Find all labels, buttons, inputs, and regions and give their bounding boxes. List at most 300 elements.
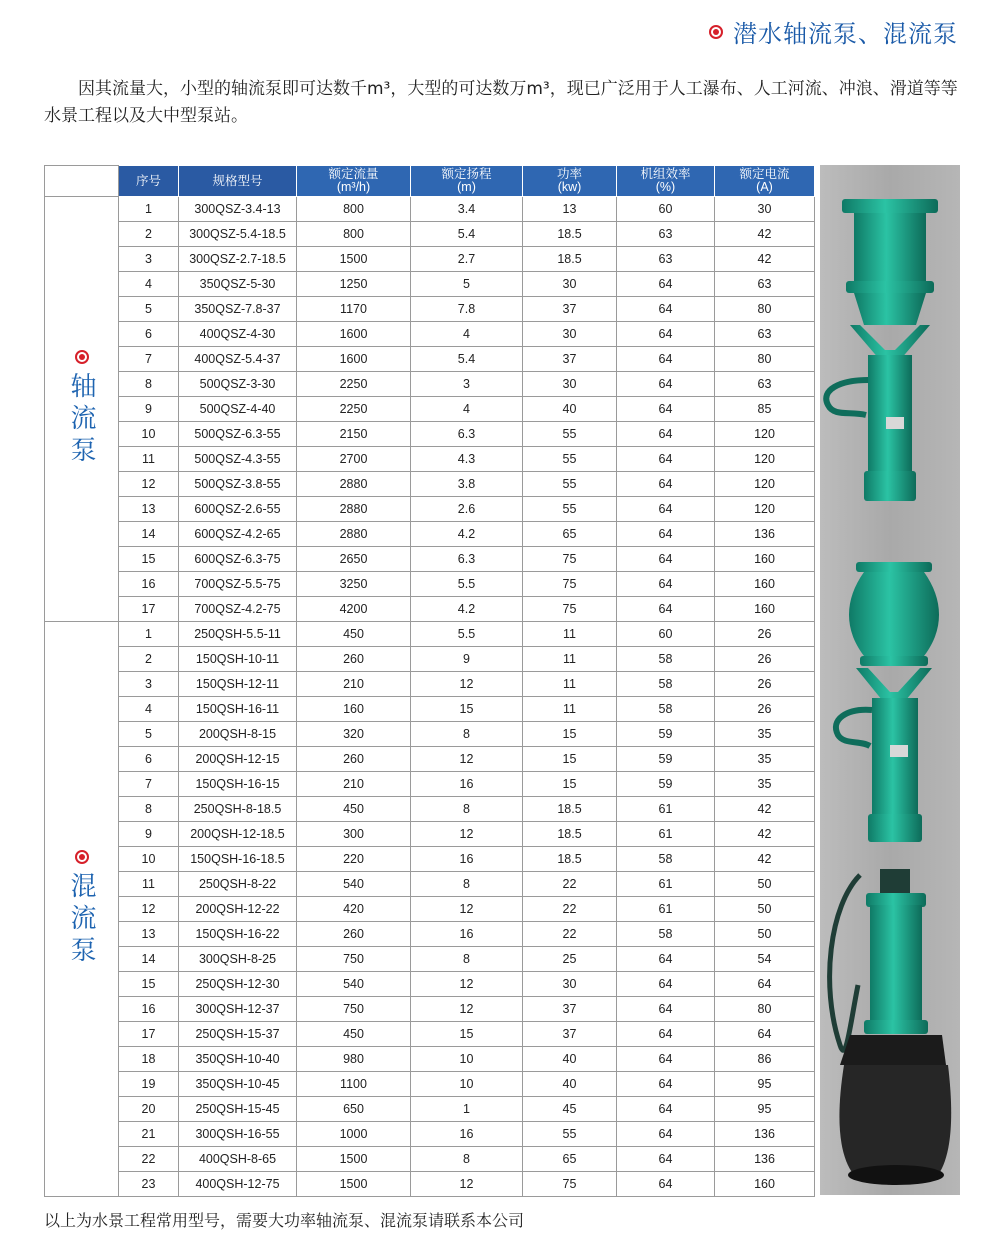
cell-no: 11 bbox=[119, 447, 179, 472]
table-row bbox=[45, 247, 815, 272]
cell-head: 4.2 bbox=[411, 522, 523, 547]
cell-flow: 2250 bbox=[297, 372, 411, 397]
cell-head: 12 bbox=[411, 822, 523, 847]
cell-flow: 450 bbox=[297, 622, 411, 647]
cell-model: 600QSZ-6.3-75 bbox=[179, 547, 297, 572]
cell-power: 40 bbox=[523, 1072, 617, 1097]
cell-head: 5.4 bbox=[411, 347, 523, 372]
cell-current: 64 bbox=[715, 972, 815, 997]
table-row bbox=[45, 747, 815, 772]
cell-flow: 540 bbox=[297, 872, 411, 897]
cell-power: 55 bbox=[523, 422, 617, 447]
cell-model: 700QSZ-4.2-75 bbox=[179, 597, 297, 622]
cell-model: 500QSZ-4.3-55 bbox=[179, 447, 297, 472]
cell-head: 10 bbox=[411, 1047, 523, 1072]
cell-flow: 210 bbox=[297, 672, 411, 697]
cell-current: 120 bbox=[715, 497, 815, 522]
cell-current: 42 bbox=[715, 222, 815, 247]
cell-flow: 2880 bbox=[297, 522, 411, 547]
table-row bbox=[45, 972, 815, 997]
cell-no: 9 bbox=[119, 822, 179, 847]
group-axial-cell bbox=[45, 197, 119, 622]
cell-head: 12 bbox=[411, 1172, 523, 1197]
bullet-icon bbox=[75, 850, 89, 864]
cell-efficiency: 64 bbox=[617, 497, 715, 522]
cell-no: 18 bbox=[119, 1047, 179, 1072]
cell-current: 35 bbox=[715, 772, 815, 797]
cell-current: 26 bbox=[715, 697, 815, 722]
table-row bbox=[45, 847, 815, 872]
cell-efficiency: 61 bbox=[617, 897, 715, 922]
cell-head: 16 bbox=[411, 847, 523, 872]
cell-model: 350QSZ-7.8-37 bbox=[179, 297, 297, 322]
cell-no: 14 bbox=[119, 522, 179, 547]
cell-power: 22 bbox=[523, 897, 617, 922]
cell-model: 350QSH-10-45 bbox=[179, 1072, 297, 1097]
cell-current: 95 bbox=[715, 1072, 815, 1097]
cell-flow: 1000 bbox=[297, 1122, 411, 1147]
cell-current: 160 bbox=[715, 597, 815, 622]
cell-power: 40 bbox=[523, 397, 617, 422]
header-no: 序号 bbox=[119, 166, 179, 197]
cell-current: 26 bbox=[715, 672, 815, 697]
header-model: 规格型号 bbox=[179, 166, 297, 197]
cell-efficiency: 64 bbox=[617, 397, 715, 422]
cell-no: 5 bbox=[119, 297, 179, 322]
cell-no: 8 bbox=[119, 372, 179, 397]
cell-model: 350QSZ-5-30 bbox=[179, 272, 297, 297]
cell-power: 75 bbox=[523, 597, 617, 622]
cell-current: 160 bbox=[715, 1172, 815, 1197]
cell-flow: 800 bbox=[297, 222, 411, 247]
cell-power: 30 bbox=[523, 372, 617, 397]
cell-current: 42 bbox=[715, 247, 815, 272]
cell-head: 5 bbox=[411, 272, 523, 297]
cell-power: 37 bbox=[523, 1022, 617, 1047]
cell-efficiency: 63 bbox=[617, 247, 715, 272]
cell-power: 18.5 bbox=[523, 247, 617, 272]
cell-no: 4 bbox=[119, 697, 179, 722]
cell-efficiency: 64 bbox=[617, 447, 715, 472]
cell-flow: 2150 bbox=[297, 422, 411, 447]
cell-current: 35 bbox=[715, 747, 815, 772]
table-row bbox=[45, 1097, 815, 1122]
table-row bbox=[45, 622, 815, 647]
table-row bbox=[45, 572, 815, 597]
cell-current: 136 bbox=[715, 1122, 815, 1147]
cell-head: 1 bbox=[411, 1097, 523, 1122]
header-efficiency: 机组效率 (%) bbox=[617, 166, 715, 197]
cell-power: 30 bbox=[523, 272, 617, 297]
cell-model: 700QSZ-5.5-75 bbox=[179, 572, 297, 597]
cell-model: 500QSZ-3.8-55 bbox=[179, 472, 297, 497]
cell-no: 1 bbox=[119, 197, 179, 222]
cell-head: 12 bbox=[411, 747, 523, 772]
cell-model: 500QSZ-4-40 bbox=[179, 397, 297, 422]
cell-flow: 540 bbox=[297, 972, 411, 997]
cell-model: 200QSH-12-22 bbox=[179, 897, 297, 922]
cell-flow: 450 bbox=[297, 797, 411, 822]
cell-model: 300QSH-8-25 bbox=[179, 947, 297, 972]
cell-efficiency: 61 bbox=[617, 797, 715, 822]
table-row bbox=[45, 547, 815, 572]
table-row bbox=[45, 997, 815, 1022]
pump-with-outlet-image bbox=[820, 865, 960, 1195]
cell-flow: 300 bbox=[297, 822, 411, 847]
cell-current: 136 bbox=[715, 1147, 815, 1172]
pump-photo-panel bbox=[820, 165, 960, 1195]
cell-current: 63 bbox=[715, 372, 815, 397]
cell-head: 3.8 bbox=[411, 472, 523, 497]
cell-flow: 260 bbox=[297, 747, 411, 772]
cell-efficiency: 58 bbox=[617, 922, 715, 947]
table-row bbox=[45, 897, 815, 922]
page-title: 潜水轴流泵、混流泵 bbox=[733, 20, 958, 48]
cell-no: 14 bbox=[119, 947, 179, 972]
cell-efficiency: 64 bbox=[617, 947, 715, 972]
cell-flow: 800 bbox=[297, 197, 411, 222]
cell-efficiency: 58 bbox=[617, 847, 715, 872]
cell-no: 10 bbox=[119, 847, 179, 872]
cell-power: 11 bbox=[523, 697, 617, 722]
cell-model: 600QSZ-2.6-55 bbox=[179, 497, 297, 522]
cell-no: 19 bbox=[119, 1072, 179, 1097]
bullet-icon bbox=[709, 25, 723, 39]
cell-no: 6 bbox=[119, 322, 179, 347]
cell-no: 17 bbox=[119, 1022, 179, 1047]
cell-current: 80 bbox=[715, 347, 815, 372]
cell-no: 6 bbox=[119, 747, 179, 772]
cell-no: 9 bbox=[119, 397, 179, 422]
cell-current: 160 bbox=[715, 572, 815, 597]
cell-model: 400QSH-12-75 bbox=[179, 1172, 297, 1197]
cell-efficiency: 64 bbox=[617, 1147, 715, 1172]
cell-head: 10 bbox=[411, 1072, 523, 1097]
cell-head: 6.3 bbox=[411, 547, 523, 572]
cell-model: 350QSH-10-40 bbox=[179, 1047, 297, 1072]
cell-flow: 980 bbox=[297, 1047, 411, 1072]
table-row bbox=[45, 472, 815, 497]
cell-efficiency: 59 bbox=[617, 772, 715, 797]
cell-efficiency: 64 bbox=[617, 572, 715, 597]
cell-model: 300QSH-12-37 bbox=[179, 997, 297, 1022]
group-label-wrap bbox=[45, 350, 118, 468]
cell-head: 8 bbox=[411, 947, 523, 972]
group-label-wrap bbox=[45, 850, 118, 968]
cell-efficiency: 64 bbox=[617, 997, 715, 1022]
cell-model: 150QSH-12-11 bbox=[179, 672, 297, 697]
cell-head: 8 bbox=[411, 872, 523, 897]
cell-current: 120 bbox=[715, 422, 815, 447]
table-row bbox=[45, 522, 815, 547]
cell-head: 3 bbox=[411, 372, 523, 397]
cell-current: 26 bbox=[715, 647, 815, 672]
mixed-flow-pump-image bbox=[820, 560, 960, 850]
cell-efficiency: 61 bbox=[617, 872, 715, 897]
cell-no: 22 bbox=[119, 1147, 179, 1172]
table-row bbox=[45, 697, 815, 722]
cell-power: 75 bbox=[523, 547, 617, 572]
cell-no: 2 bbox=[119, 222, 179, 247]
cell-model: 250QSH-15-37 bbox=[179, 1022, 297, 1047]
cell-no: 11 bbox=[119, 872, 179, 897]
cell-model: 250QSH-8-18.5 bbox=[179, 797, 297, 822]
cell-power: 55 bbox=[523, 497, 617, 522]
cell-flow: 260 bbox=[297, 922, 411, 947]
cell-power: 37 bbox=[523, 347, 617, 372]
cell-current: 86 bbox=[715, 1047, 815, 1072]
cell-current: 85 bbox=[715, 397, 815, 422]
table-row bbox=[45, 297, 815, 322]
cell-current: 35 bbox=[715, 722, 815, 747]
cell-head: 15 bbox=[411, 697, 523, 722]
cell-power: 18.5 bbox=[523, 822, 617, 847]
cell-model: 150QSH-10-11 bbox=[179, 647, 297, 672]
cell-head: 4.3 bbox=[411, 447, 523, 472]
cell-power: 30 bbox=[523, 322, 617, 347]
header-power: 功率 (kw) bbox=[523, 166, 617, 197]
table-row bbox=[45, 797, 815, 822]
cell-no: 16 bbox=[119, 572, 179, 597]
cell-efficiency: 64 bbox=[617, 1047, 715, 1072]
cell-efficiency: 64 bbox=[617, 272, 715, 297]
table-body bbox=[45, 197, 815, 1197]
cell-model: 200QSH-12-15 bbox=[179, 747, 297, 772]
cell-head: 4 bbox=[411, 322, 523, 347]
cell-efficiency: 64 bbox=[617, 522, 715, 547]
cell-no: 20 bbox=[119, 1097, 179, 1122]
table-row bbox=[45, 947, 815, 972]
table-row bbox=[45, 347, 815, 372]
cell-flow: 4200 bbox=[297, 597, 411, 622]
group-mixed-cell bbox=[45, 622, 119, 1197]
table-row bbox=[45, 272, 815, 297]
cell-efficiency: 64 bbox=[617, 322, 715, 347]
cell-head: 8 bbox=[411, 1147, 523, 1172]
cell-flow: 1100 bbox=[297, 1072, 411, 1097]
cell-flow: 1500 bbox=[297, 1147, 411, 1172]
cell-model: 500QSZ-3-30 bbox=[179, 372, 297, 397]
cell-flow: 2250 bbox=[297, 397, 411, 422]
cell-no: 3 bbox=[119, 247, 179, 272]
cell-model: 300QSZ-2.7-18.5 bbox=[179, 247, 297, 272]
cell-no: 4 bbox=[119, 272, 179, 297]
cell-power: 11 bbox=[523, 622, 617, 647]
cell-model: 150QSH-16-18.5 bbox=[179, 847, 297, 872]
cell-flow: 210 bbox=[297, 772, 411, 797]
cell-efficiency: 64 bbox=[617, 1022, 715, 1047]
cell-head: 9 bbox=[411, 647, 523, 672]
cell-efficiency: 64 bbox=[617, 597, 715, 622]
cell-model: 250QSH-12-30 bbox=[179, 972, 297, 997]
cell-current: 30 bbox=[715, 197, 815, 222]
cell-power: 75 bbox=[523, 572, 617, 597]
table-row bbox=[45, 397, 815, 422]
cell-model: 300QSZ-3.4-13 bbox=[179, 197, 297, 222]
header-head: 额定扬程 (m) bbox=[411, 166, 523, 197]
bullet-icon bbox=[75, 350, 89, 364]
cell-current: 80 bbox=[715, 297, 815, 322]
table-row bbox=[45, 772, 815, 797]
cell-model: 400QSH-8-65 bbox=[179, 1147, 297, 1172]
cell-model: 200QSH-8-15 bbox=[179, 722, 297, 747]
cell-power: 15 bbox=[523, 747, 617, 772]
table-row bbox=[45, 372, 815, 397]
cell-current: 80 bbox=[715, 997, 815, 1022]
table-row bbox=[45, 222, 815, 247]
cell-efficiency: 64 bbox=[617, 972, 715, 997]
cell-efficiency: 64 bbox=[617, 347, 715, 372]
cell-model: 300QSH-16-55 bbox=[179, 1122, 297, 1147]
cell-head: 6.3 bbox=[411, 422, 523, 447]
table-row bbox=[45, 672, 815, 697]
cell-power: 22 bbox=[523, 872, 617, 897]
table-row bbox=[45, 197, 815, 222]
cell-flow: 1500 bbox=[297, 1172, 411, 1197]
table-row bbox=[45, 1047, 815, 1072]
cell-current: 63 bbox=[715, 272, 815, 297]
cell-efficiency: 63 bbox=[617, 222, 715, 247]
cell-head: 5.4 bbox=[411, 222, 523, 247]
cell-no: 1 bbox=[119, 622, 179, 647]
cell-flow: 160 bbox=[297, 697, 411, 722]
cell-power: 30 bbox=[523, 972, 617, 997]
cell-no: 7 bbox=[119, 772, 179, 797]
cell-head: 12 bbox=[411, 897, 523, 922]
cell-head: 2.6 bbox=[411, 497, 523, 522]
cell-flow: 1600 bbox=[297, 347, 411, 372]
cell-head: 8 bbox=[411, 797, 523, 822]
spec-table bbox=[44, 165, 815, 1197]
cell-efficiency: 58 bbox=[617, 672, 715, 697]
cell-current: 95 bbox=[715, 1097, 815, 1122]
cell-flow: 2880 bbox=[297, 497, 411, 522]
cell-power: 13 bbox=[523, 197, 617, 222]
cell-power: 18.5 bbox=[523, 797, 617, 822]
cell-head: 8 bbox=[411, 722, 523, 747]
header-current: 额定电流 (A) bbox=[715, 166, 815, 197]
cell-power: 75 bbox=[523, 1172, 617, 1197]
cell-power: 40 bbox=[523, 1047, 617, 1072]
table-row bbox=[45, 1022, 815, 1047]
cell-model: 300QSZ-5.4-18.5 bbox=[179, 222, 297, 247]
spec-table-container bbox=[44, 165, 814, 1195]
cell-flow: 450 bbox=[297, 1022, 411, 1047]
cell-power: 11 bbox=[523, 672, 617, 697]
cell-no: 3 bbox=[119, 672, 179, 697]
cell-flow: 220 bbox=[297, 847, 411, 872]
cell-flow: 1500 bbox=[297, 247, 411, 272]
cell-model: 250QSH-15-45 bbox=[179, 1097, 297, 1122]
cell-power: 15 bbox=[523, 772, 617, 797]
table-row bbox=[45, 422, 815, 447]
cell-flow: 750 bbox=[297, 947, 411, 972]
cell-flow: 260 bbox=[297, 647, 411, 672]
cell-no: 8 bbox=[119, 797, 179, 822]
cell-current: 136 bbox=[715, 522, 815, 547]
cell-no: 23 bbox=[119, 1172, 179, 1197]
cell-current: 120 bbox=[715, 447, 815, 472]
cell-head: 2.7 bbox=[411, 247, 523, 272]
cell-power: 18.5 bbox=[523, 847, 617, 872]
cell-no: 21 bbox=[119, 1122, 179, 1147]
cell-power: 11 bbox=[523, 647, 617, 672]
cell-power: 37 bbox=[523, 997, 617, 1022]
footer-note: 以上为水景工程常用型号，需要大功率轴流泵、混流泵请联系本公司 bbox=[44, 1211, 525, 1230]
table-row bbox=[45, 1072, 815, 1097]
table-row bbox=[45, 722, 815, 747]
cell-no: 5 bbox=[119, 722, 179, 747]
table-row bbox=[45, 597, 815, 622]
cell-model: 400QSZ-4-30 bbox=[179, 322, 297, 347]
cell-head: 7.8 bbox=[411, 297, 523, 322]
table-row bbox=[45, 647, 815, 672]
cell-flow: 1170 bbox=[297, 297, 411, 322]
table-row bbox=[45, 1122, 815, 1147]
cell-efficiency: 64 bbox=[617, 1122, 715, 1147]
cell-no: 10 bbox=[119, 422, 179, 447]
cell-efficiency: 58 bbox=[617, 697, 715, 722]
cell-current: 50 bbox=[715, 872, 815, 897]
table-row bbox=[45, 1172, 815, 1197]
cell-flow: 1250 bbox=[297, 272, 411, 297]
cell-head: 12 bbox=[411, 997, 523, 1022]
header-blank-cell bbox=[45, 166, 119, 197]
cell-model: 150QSH-16-22 bbox=[179, 922, 297, 947]
cell-head: 16 bbox=[411, 1122, 523, 1147]
cell-no: 15 bbox=[119, 972, 179, 997]
intro-paragraph: 因其流量大，小型的轴流泵即可达数千m³，大型的可达数万m³，现已广泛用于人工瀑布、人工河流、冲浪、滑道等等水景工程以及大中型泵站。 bbox=[44, 79, 958, 126]
table-row bbox=[45, 822, 815, 847]
cell-power: 15 bbox=[523, 722, 617, 747]
cell-efficiency: 64 bbox=[617, 1072, 715, 1097]
header-flow: 额定流量 (m³/h) bbox=[297, 166, 411, 197]
cell-no: 2 bbox=[119, 647, 179, 672]
cell-model: 250QSH-5.5-11 bbox=[179, 622, 297, 647]
cell-power: 55 bbox=[523, 447, 617, 472]
cell-efficiency: 64 bbox=[617, 1172, 715, 1197]
cell-head: 12 bbox=[411, 972, 523, 997]
cell-current: 50 bbox=[715, 922, 815, 947]
cell-efficiency: 61 bbox=[617, 822, 715, 847]
cell-efficiency: 59 bbox=[617, 722, 715, 747]
cell-flow: 2700 bbox=[297, 447, 411, 472]
cell-no: 17 bbox=[119, 597, 179, 622]
cell-efficiency: 60 bbox=[617, 622, 715, 647]
cell-current: 50 bbox=[715, 897, 815, 922]
cell-power: 65 bbox=[523, 522, 617, 547]
cell-efficiency: 64 bbox=[617, 372, 715, 397]
cell-current: 42 bbox=[715, 797, 815, 822]
cell-power: 18.5 bbox=[523, 222, 617, 247]
cell-head: 15 bbox=[411, 1022, 523, 1047]
table-row bbox=[45, 497, 815, 522]
cell-efficiency: 64 bbox=[617, 472, 715, 497]
cell-model: 600QSZ-4.2-65 bbox=[179, 522, 297, 547]
cell-power: 55 bbox=[523, 472, 617, 497]
cell-no: 15 bbox=[119, 547, 179, 572]
cell-model: 250QSH-8-22 bbox=[179, 872, 297, 897]
cell-no: 12 bbox=[119, 897, 179, 922]
cell-current: 63 bbox=[715, 322, 815, 347]
cell-efficiency: 58 bbox=[617, 647, 715, 672]
table-row bbox=[45, 322, 815, 347]
cell-no: 7 bbox=[119, 347, 179, 372]
table-row bbox=[45, 447, 815, 472]
cell-head: 12 bbox=[411, 672, 523, 697]
cell-power: 22 bbox=[523, 922, 617, 947]
page-header bbox=[709, 14, 958, 49]
